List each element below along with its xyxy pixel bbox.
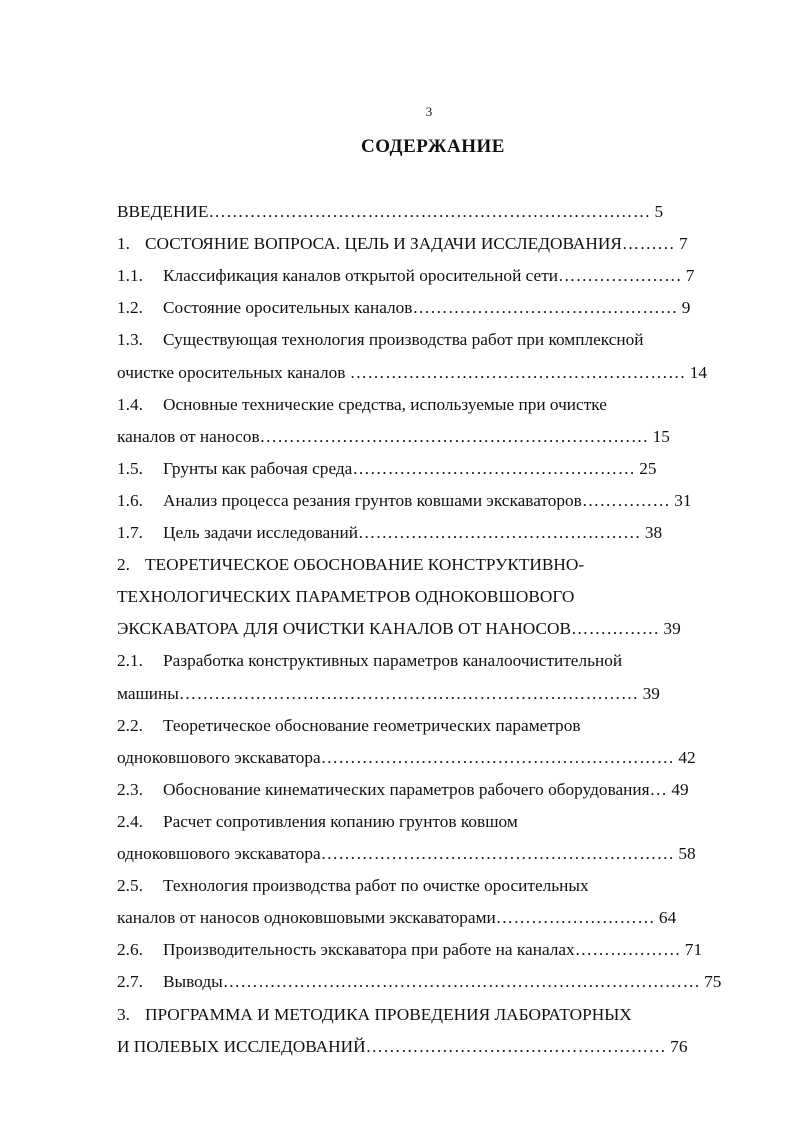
toc-entry-title: ТЕХНОЛОГИЧЕСКИХ ПАРАМЕТРОВ ОДНОКОВШОВОГО — [117, 587, 575, 606]
toc-entry-line — [117, 970, 742, 994]
toc-dot-leader: …………… — [571, 619, 660, 638]
toc-entry-title: очистке оросительных каналов — [117, 363, 350, 382]
toc-entry-title: каналов от наносов — [117, 427, 260, 446]
toc-entry-line — [117, 200, 742, 224]
toc-entry-number: 2.6. — [117, 940, 143, 959]
toc-entry-title: Обоснование кинематических параметров рабочего оборудования — [163, 780, 650, 799]
toc-dot-leader: ………………………………………………………… — [259, 427, 649, 446]
toc-entry-line — [117, 1003, 742, 1027]
page-number: 3 — [425, 104, 433, 119]
toc-entry-line — [117, 649, 742, 673]
toc-entry-line — [117, 842, 742, 866]
toc-entry-line — [117, 425, 742, 449]
toc-entry-title: одноковшового экскаватора — [117, 844, 321, 863]
toc-entry-line — [117, 746, 742, 770]
toc-page-number: 9 — [681, 298, 691, 317]
toc-entry-line — [117, 810, 742, 834]
toc-page-number: 7 — [678, 234, 688, 253]
toc-entry-line — [117, 874, 742, 898]
toc-entry-title: Грунты как рабочая среда — [163, 459, 353, 478]
toc-entry-title: СОСТОЯНИЕ ВОПРОСА. ЦЕЛЬ И ЗАДАЧИ ИССЛЕДОВАНИЯ — [145, 234, 622, 253]
toc-entry-line — [117, 938, 742, 962]
toc-entry-title: ПРОГРАММА И МЕТОДИКА ПРОВЕДЕНИЯ ЛАБОРАТОРНЫХ — [145, 1005, 632, 1024]
toc-page-number: 14 — [689, 363, 707, 382]
toc-entry-number: 1.2. — [117, 298, 143, 317]
toc-entry-title: Существующая технология производства работ при комплексной — [163, 330, 644, 349]
toc-entry-line — [117, 906, 742, 930]
toc-dot-leader: ……………………………………………………………………… — [222, 972, 701, 991]
toc-entry-title: ВВЕДЕНИЕ — [117, 202, 209, 221]
toc-entry-title: Состояние оросительных каналов — [163, 298, 413, 317]
toc-entry-number: 1.5. — [117, 459, 143, 478]
toc-entry-number: 1.1. — [117, 266, 143, 285]
toc-entry-line — [117, 296, 742, 320]
toc-entry-title: Анализ процесса резания грунтов ковшами экскаваторов — [163, 491, 582, 510]
toc-page-number: 75 — [704, 972, 722, 991]
toc-dot-leader: … — [649, 780, 668, 799]
toc-entry-line — [117, 714, 742, 738]
toc-entry-line — [117, 1035, 742, 1059]
toc-dot-leader: …………………………………………………… — [320, 844, 675, 863]
toc-dot-leader: ……………… — [574, 940, 681, 959]
toc-entry-title: Классификация каналов открытой оросительной сети — [163, 266, 558, 285]
toc-page-number: 15 — [652, 427, 670, 446]
toc-entry-title: ЭКСКАВАТОРА ДЛЯ ОЧИСТКИ КАНАЛОВ ОТ НАНОСОВ — [117, 619, 572, 638]
toc-entry-line — [117, 232, 742, 256]
toc-entry-line — [117, 457, 742, 481]
toc-entry-title: И ПОЛЕВЫХ ИССЛЕДОВАНИЙ — [117, 1037, 366, 1056]
toc-page-number: 49 — [671, 780, 689, 799]
toc-dot-leader: ……… — [621, 234, 675, 253]
toc-dot-leader: …………… — [581, 491, 671, 510]
toc-entry-number: 2.1. — [117, 651, 143, 670]
toc-entry-title: ТЕОРЕТИЧЕСКОЕ ОБОСНОВАНИЕ КОНСТРУКТИВНО- — [145, 555, 585, 574]
toc-entry-title: Основные технические средства, используемые при очистке — [163, 395, 607, 414]
toc-page-number: 5 — [654, 202, 664, 221]
toc-entry-line — [117, 521, 742, 545]
toc-entry-number: 1. — [117, 234, 130, 253]
toc-entry-line — [117, 264, 742, 288]
toc-entry-line — [117, 361, 742, 385]
toc-entry-line — [117, 489, 742, 513]
toc-entry-line — [117, 553, 742, 577]
toc-dot-leader: ………………………………………… — [357, 523, 641, 542]
toc-dot-leader: ………………………………………… — [352, 459, 636, 478]
toc-entry-title: Расчет сопротивления копанию грунтов ковшом — [163, 812, 518, 831]
toc-entry-number: 2.2. — [117, 716, 143, 735]
toc-dot-leader: …………………………………………………………………… — [178, 684, 639, 703]
toc-dot-leader: ……………………… — [495, 908, 655, 927]
toc-page-number: 42 — [678, 748, 696, 767]
toc-entry-line — [117, 682, 742, 706]
toc-entry-title: Разработка конструктивных параметров каналоочистительной — [163, 651, 623, 670]
toc-page-number: 38 — [644, 523, 663, 542]
toc-entry-number: 2.3. — [117, 780, 143, 799]
toc-entry-number: 2.7. — [117, 972, 143, 991]
toc-entry-number: 2. — [117, 555, 130, 574]
toc-entry-line — [117, 617, 742, 641]
toc-entry-line — [117, 585, 742, 609]
page-title: СОДЕРЖАНИЕ — [361, 136, 505, 157]
toc-dot-leader: ………………………………………………… — [349, 363, 686, 382]
toc-page-number: 64 — [658, 908, 677, 927]
toc-dot-leader: …………………………………………… — [365, 1037, 667, 1056]
toc-page-number: 58 — [678, 844, 696, 863]
toc-dot-leader: …………………………………………………… — [320, 748, 675, 767]
toc-entry-number: 1.4. — [117, 395, 143, 414]
toc-entry-title: Технология производства работ по очистке оросительных — [163, 876, 589, 895]
toc-entry-title: Цель задачи исследований — [163, 523, 358, 542]
toc-entry-title: Производительность экскаватора при работе на каналах — [163, 940, 575, 959]
toc-page-number: 39 — [642, 684, 660, 703]
toc-entry-line — [117, 778, 742, 802]
toc-page-number: 71 — [684, 940, 703, 959]
toc-page-number: 31 — [674, 491, 692, 510]
toc-entry-title: Выводы — [163, 972, 223, 991]
toc-entry-line — [117, 328, 742, 352]
toc-dot-leader: ………………………………………………………………… — [208, 202, 651, 221]
toc-entry-line — [117, 393, 742, 417]
toc-entry-title: одноковшового экскаватора — [117, 748, 321, 767]
toc-entry-number: 1.7. — [117, 523, 143, 542]
toc-entry-title: Теоретическое обоснование геометрических параметров — [163, 716, 581, 735]
toc-page-number: 39 — [663, 619, 681, 638]
toc-entry-title: каналов от наносов одноковшовыми экскаваторами — [117, 908, 496, 927]
toc-entry-number: 1.6. — [117, 491, 143, 510]
toc-page-number: 76 — [670, 1037, 688, 1056]
toc-page-number: 7 — [685, 266, 695, 285]
toc-dot-leader: ……………………………………… — [412, 298, 678, 317]
toc-page-number: 25 — [639, 459, 657, 478]
toc-entry-title: машины — [117, 684, 179, 703]
toc-dot-leader: ………………… — [558, 266, 682, 285]
toc-entry-number: 2.5. — [117, 876, 143, 895]
toc-entry-number: 2.4. — [117, 812, 143, 831]
toc-entry-number: 1.3. — [117, 330, 143, 349]
toc-entry-number: 3. — [117, 1005, 130, 1024]
